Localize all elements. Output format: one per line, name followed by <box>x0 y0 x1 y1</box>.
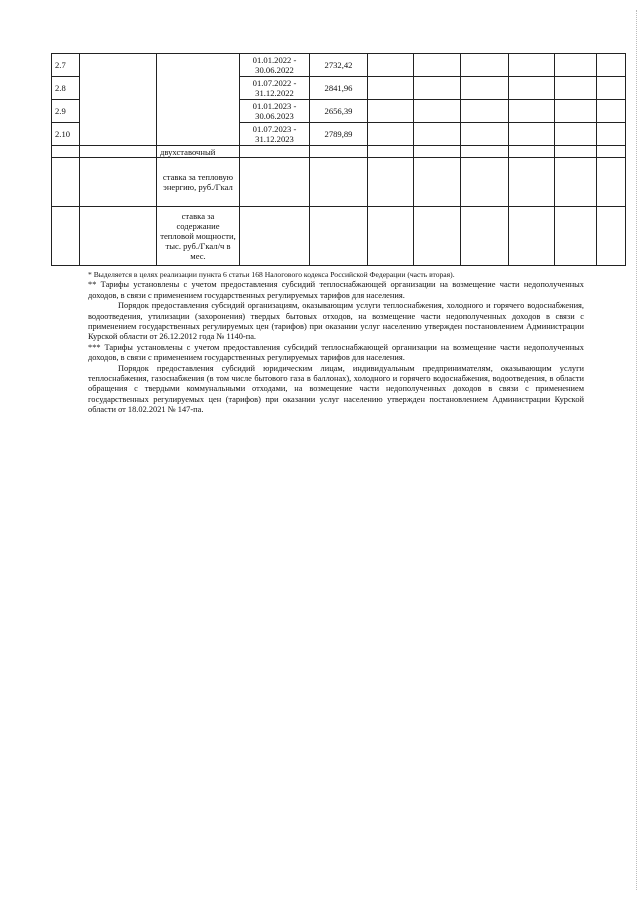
period-cell: 01.01.2022 - 30.06.2022 <box>240 54 310 77</box>
table-row <box>52 54 626 77</box>
row-number: 2.9 <box>52 100 80 123</box>
row-number: 2.7 <box>52 54 80 77</box>
footnote-vat: * Выделяется в целях реализации пункта 6 статьи 168 Налогового кодекса Российской Федерации (часть вторая). <box>88 270 455 279</box>
footnote-procedure-1: Порядок предоставления субсидий организациям, оказывающим услуги теплоснабжения, холодного и горячего водоснабжения, водоотведения, утилизации (захоронения) твердых бытовых отходов, на возмещение части недополученных доходов в связи с применением государственных регулируемых цен (тарифов) при оказании услуг населению утвержден постановлением Администрации Курской области от 26.12.2012 года № 1140-па. <box>88 301 584 342</box>
period-cell: 01.01.2023 - 30.06.2023 <box>240 100 310 123</box>
footnote-subsidy-1: ** Тарифы установлены с учетом предоставления субсидий теплоснабжающей организации на возмещение части недополученных доходов, в связи с применением государственных регулируемых тарифов для населения. <box>88 280 584 300</box>
footnote-subsidy-2: *** Тарифы установлены с учетом предоставления субсидий теплоснабжающей организации на возмещение части недополученных доходов, в связи с применением государственных регулируемых тарифов для населения. <box>88 342 584 363</box>
row-number: 2.8 <box>52 77 80 100</box>
energy-rate-label: ставка за тепловую энергию, руб./Гкал <box>157 158 240 207</box>
two-part-tariff-label: двухставочный <box>157 146 240 158</box>
table-row <box>52 146 626 158</box>
tariff-value: 2841,96 <box>310 77 368 100</box>
tariff-table <box>51 53 626 266</box>
period-cell: 01.07.2022 - 31.12.2022 <box>240 77 310 100</box>
tariff-value: 2789,89 <box>310 123 368 146</box>
row-number: 2.10 <box>52 123 80 146</box>
footnote-procedure-2: Порядок предоставления субсидий юридическим лицам, индивидуальным предпринимателям, оказывающим услуги теплоснабжения, газоснабжения (в том числе бытового газа в баллонах), холодного и горячего водоснабжения, водоотведения, в области обращения с твердыми коммунальными отходами, на возмещение части недополученных доходов в связи с применением государственных регулируемых цен (тарифов) при оказании услуг населению утвержден постановлением Администрации Курской области от 18.02.2021 № 147-па. <box>88 363 584 415</box>
table-row <box>52 158 626 207</box>
tariff-value: 2656,39 <box>310 100 368 123</box>
period-cell: 01.07.2023 - 31.12.2023 <box>240 123 310 146</box>
tariff-value: 2732,42 <box>310 54 368 77</box>
scan-edge-marks <box>630 10 637 890</box>
footnotes <box>88 270 584 416</box>
table-row <box>52 207 626 266</box>
capacity-rate-label: ставка за содержание тепловой мощности, тыс. руб./Гкал/ч в мес. <box>157 207 240 266</box>
